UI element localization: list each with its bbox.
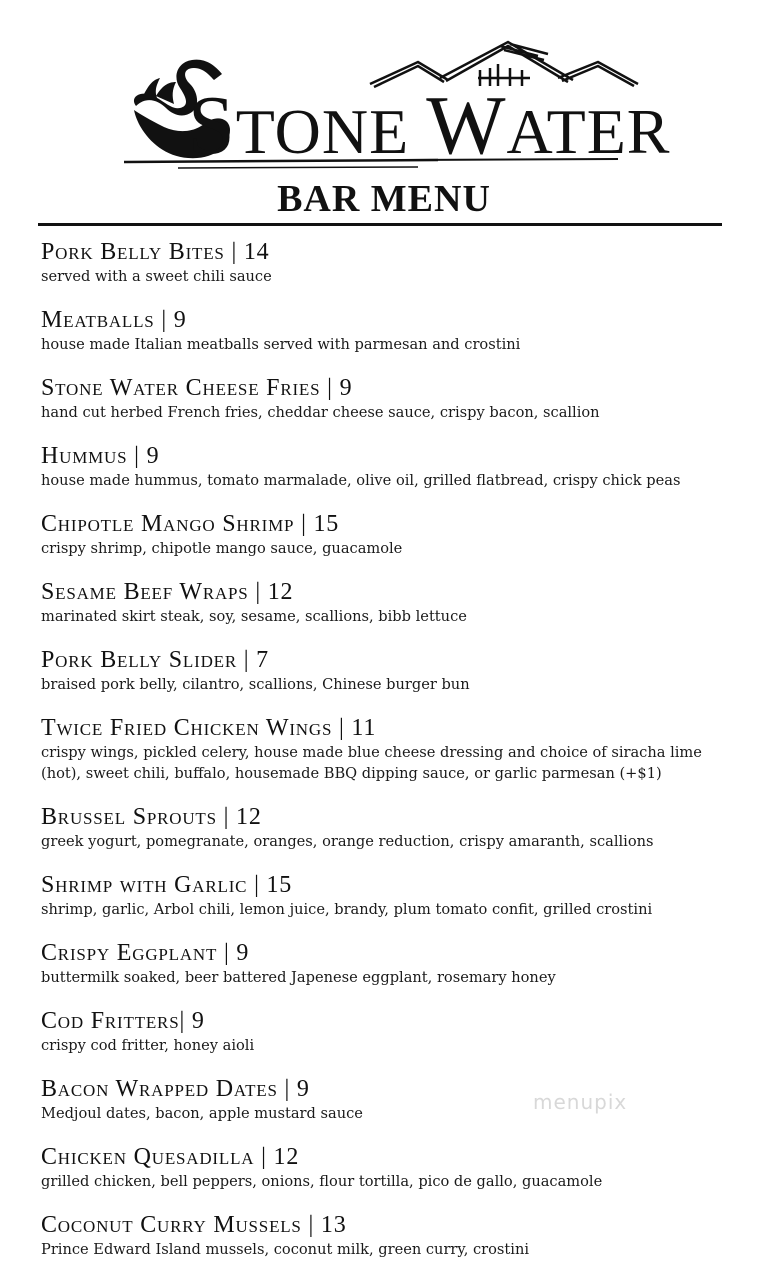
menu-item [41, 238, 741, 287]
menu-item [41, 1075, 741, 1124]
page-title: BAR MENU [277, 178, 491, 220]
menu-item-title: Twice Fried Chicken Wings | 11 [41, 715, 377, 741]
menu-item-description: crispy shrimp, chipotle mango sauce, guacamole [41, 540, 403, 557]
menu-item [41, 714, 741, 784]
menu-item-title: Cod Fritters| 9 [41, 1008, 205, 1034]
menu-item-title: Brussel Sprouts | 12 [41, 804, 262, 830]
menu-item [41, 646, 741, 695]
menu-item [41, 374, 741, 423]
menu-item-description: braised pork belly, cilantro, scallions, Chinese burger bun [41, 676, 470, 693]
menu-item-title: Hummus | 9 [41, 443, 160, 469]
brand-initial-s: S [188, 79, 236, 172]
menu-item-title: Chipotle Mango Shrimp | 15 [41, 511, 340, 537]
menu-item-title: Pork Belly Slider | 7 [41, 647, 269, 673]
menu-item-description: crispy cod fritter, honey aioli [41, 1037, 255, 1054]
menu-item [41, 939, 741, 988]
menu-item-description: (hot), sweet chili, buffalo, housemade BBQ dipping sauce, or garlic parmesan (+$1) [41, 765, 662, 782]
menu-header [0, 0, 768, 232]
menu-list [41, 238, 741, 1279]
header-divider [38, 223, 722, 226]
brand-word-1: TONE [235, 96, 410, 167]
brand-word-2: ATER [506, 96, 671, 167]
menu-item-title: Pork Belly Bites | 14 [41, 239, 270, 265]
menu-item-description: marinated skirt steak, soy, sesame, scallions, bibb lettuce [41, 608, 467, 625]
brand-initial-w: W [426, 79, 507, 172]
menu-item-description: house made Italian meatballs served with parmesan and crostini [41, 336, 521, 353]
menu-item [41, 578, 741, 627]
menu-item [41, 1143, 741, 1192]
menu-item-title: Bacon Wrapped Dates | 9 [41, 1076, 310, 1102]
menu-item-title: Chicken Quesadilla | 12 [41, 1144, 300, 1170]
menu-item-description: greek yogurt, pomegranate, oranges, orange reduction, crispy amaranth, scallions [41, 833, 654, 850]
menu-item [41, 306, 741, 355]
menu-item [41, 510, 741, 559]
menu-item [41, 1211, 741, 1260]
menu-item-description: grilled chicken, bell peppers, onions, flour tortilla, pico de gallo, guacamole [41, 1173, 603, 1190]
menu-item-description: crispy wings, pickled celery, house made blue cheese dressing and choice of siracha lime [41, 744, 702, 761]
menu-item-title: Coconut Curry Mussels | 13 [41, 1212, 347, 1238]
menu-item-title: Sesame Beef Wraps | 12 [41, 579, 294, 605]
watermark: menupix [533, 1090, 628, 1114]
brand-name [188, 79, 671, 172]
menu-item [41, 803, 741, 852]
menu-item-description: Prince Edward Island mussels, coconut milk, green curry, crostini [41, 1241, 530, 1258]
menu-item-description: hand cut herbed French fries, cheddar cheese sauce, crispy bacon, scallion [41, 404, 600, 421]
menu-item-title: Crispy Eggplant | 9 [41, 940, 250, 966]
menu-item [41, 1007, 741, 1056]
menu-item-title: Meatballs | 9 [41, 307, 187, 333]
menu-item-description: buttermilk soaked, beer battered Japenese eggplant, rosemary honey [41, 969, 556, 986]
menu-item-description: house made hummus, tomato marmalade, olive oil, grilled flatbread, crispy chick peas [41, 472, 681, 489]
menu-item-description: served with a sweet chili sauce [41, 268, 272, 285]
menu-item-description: shrimp, garlic, Arbol chili, lemon juice, brandy, plum tomato confit, grilled crostini [41, 901, 653, 918]
menu-item [41, 871, 741, 920]
menu-item-description: Medjoul dates, bacon, apple mustard sauce [41, 1105, 363, 1122]
menu-item [41, 442, 741, 491]
menu-item-title: Stone Water Cheese Fries | 9 [41, 375, 353, 401]
menu-item-title: Shrimp with Garlic | 15 [41, 872, 293, 898]
